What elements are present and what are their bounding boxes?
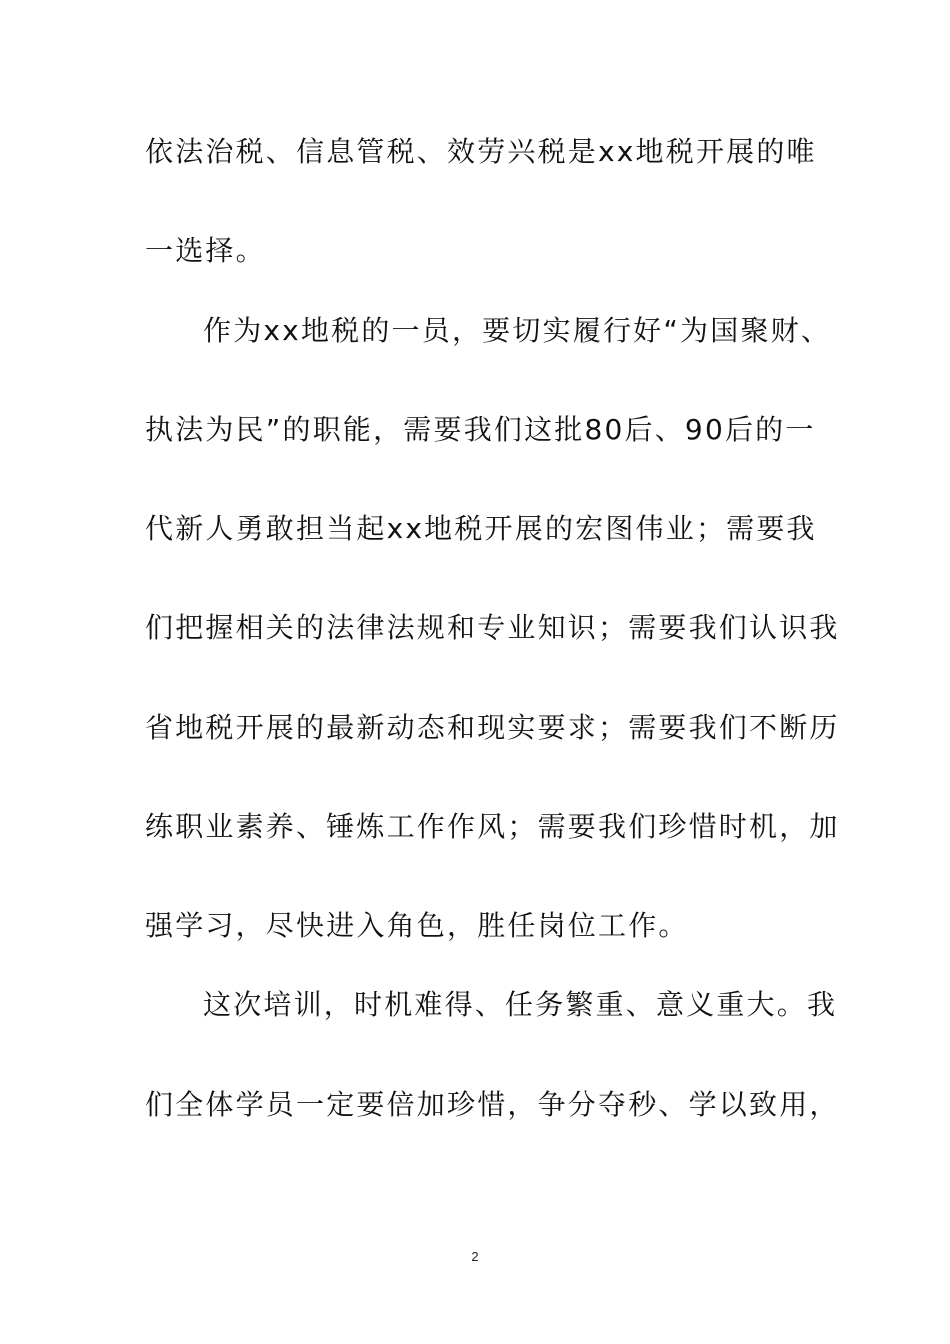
text-line: 们全体学员一定要倍加珍惜，争分夺秒、学以致用，	[145, 1088, 840, 1121]
text-line: 省地税开展的最新动态和现实要求；需要我们不断历	[145, 711, 840, 744]
text-line: 代新人勇敢担当起xx地税开展的宏图伟业；需要我	[145, 512, 817, 545]
text-line: 练职业素养、锤炼工作作风；需要我们珍惜时机，加	[145, 810, 840, 843]
paragraph-start-line: 作为xx地税的一员，要切实履行好“为国聚财、	[203, 314, 832, 347]
text-line: 执法为民”的职能，需要我们这批80后、90后的一	[145, 413, 816, 446]
text-line: 依法治税、信息管税、效劳兴税是xx地税开展的唯	[145, 135, 817, 168]
page-number: 2	[471, 1249, 479, 1264]
text-line: 一选择。	[145, 234, 266, 267]
text-line: 们把握相关的法律法规和专业知识；需要我们认识我	[145, 611, 840, 644]
text-line: 强学习，尽快进入角色，胜任岗位工作。	[145, 909, 689, 942]
paragraph-start-line: 这次培训，时机难得、任务繁重、意义重大。我	[203, 988, 838, 1021]
